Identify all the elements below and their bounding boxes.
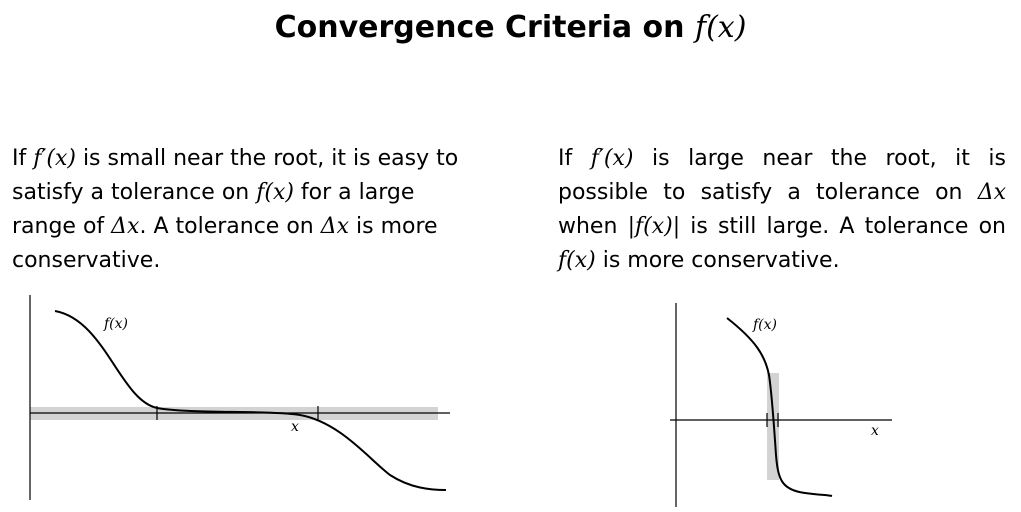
- x-axis-label: x: [291, 419, 299, 435]
- text-run: is still large. A tolerance on: [680, 214, 1006, 239]
- text-run: for a large range of: [12, 180, 415, 239]
- text-run: If: [12, 146, 34, 171]
- function-curve: [55, 311, 446, 490]
- math-delta-x: Δx: [111, 214, 140, 239]
- text-run: . A tolerance on: [139, 214, 321, 239]
- math-delta-x: Δx: [977, 180, 1006, 205]
- curve-label: f(x): [753, 317, 778, 333]
- math-function: f(x): [256, 180, 294, 205]
- slide-title: [0, 10, 1021, 45]
- left-explanation: [12, 142, 482, 278]
- left-plot: [0, 290, 460, 505]
- math-derivative: f′(x): [33, 146, 76, 171]
- math-delta-x: Δx: [320, 214, 350, 239]
- x-axis-label: x: [871, 423, 879, 439]
- text-run: when: [558, 214, 628, 239]
- title-math: f(x): [694, 10, 747, 45]
- right-explanation: [558, 142, 1006, 278]
- text-run: is more conservative.: [595, 248, 840, 273]
- function-curve: [727, 318, 832, 496]
- text-run: is small near the root, it is easy to satisfy a tolerance on: [12, 146, 459, 205]
- right-plot: [660, 295, 900, 510]
- text-run: If: [558, 146, 591, 171]
- title-text: Convergence Criteria on: [274, 10, 685, 45]
- math-function: f(x): [558, 248, 596, 273]
- curve-label: f(x): [104, 316, 129, 332]
- math-derivative: f′(x): [590, 146, 634, 171]
- text-run: is large near the root, it is possible to satisfy a tolerance on: [558, 146, 1006, 205]
- text-run: is more conservative.: [12, 214, 438, 273]
- math-abs-function: |f(x)|: [627, 214, 681, 239]
